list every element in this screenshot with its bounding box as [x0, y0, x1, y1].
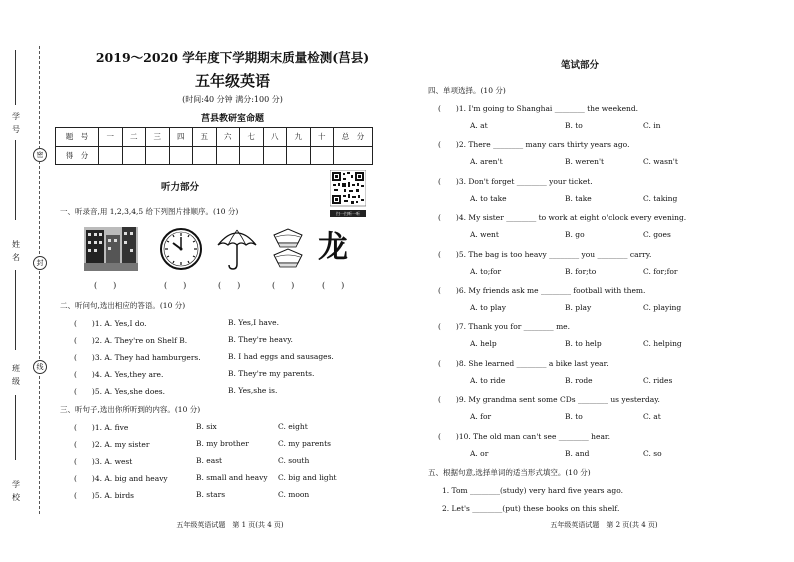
- part4-question-9[interactable]: ( )9. My grandma sent some CDs ________ us yesterday.: [438, 395, 660, 405]
- part4-q10-option-c[interactable]: C. so: [643, 448, 662, 458]
- part2-q3-a[interactable]: ( )3. A. They had hamburgers.: [74, 353, 201, 362]
- part3-q2-b[interactable]: B. my brother: [196, 439, 249, 448]
- order-blank-4[interactable]: ( ): [272, 281, 295, 290]
- part4-q4-option-b[interactable]: B. go: [565, 230, 585, 240]
- part2-q5-a[interactable]: ( )5. A. Yes,she does.: [74, 387, 166, 396]
- part2-instruction: 二、听问句,选出相应的答语。(10 分): [60, 301, 186, 310]
- part4-q10-option-a[interactable]: A. or: [470, 448, 489, 458]
- part4-q8-option-a[interactable]: A. to ride: [470, 375, 506, 385]
- class-line: [15, 270, 16, 350]
- score-cell[interactable]: [216, 146, 240, 165]
- part3-q1-a[interactable]: ( )1. A. five: [74, 423, 129, 432]
- part4-q7-option-a[interactable]: A. help: [470, 339, 497, 349]
- score-cell[interactable]: [310, 146, 334, 165]
- part3-q3-a[interactable]: ( )3. A. west: [74, 457, 133, 466]
- part4-question-7[interactable]: ( )7. Thank you for ________ me.: [438, 322, 571, 332]
- seal-xian: 线: [33, 360, 47, 374]
- part2-q1-b[interactable]: B. Yes,I have.: [228, 318, 279, 327]
- score-header-cell: 九: [287, 128, 311, 147]
- score-header-cell: 七: [240, 128, 264, 147]
- seal-mi: 密: [33, 148, 47, 162]
- part3-instruction: 三、听句子,选出你所听到的内容。(10 分): [60, 405, 201, 414]
- part4-q9-option-a[interactable]: A. for: [470, 412, 492, 422]
- part2-q2-b[interactable]: B. They're heavy.: [228, 335, 293, 344]
- part3-q3-b[interactable]: B. east: [196, 456, 223, 465]
- part4-q5-option-a[interactable]: A. to;for: [470, 266, 502, 276]
- part4-question-1[interactable]: ( )1. I'm going to Shanghai ________ the weekend.: [438, 104, 639, 113]
- part4-question-2[interactable]: ( )2. There ________ many cars thirty years ago.: [438, 140, 630, 150]
- part4-q6-option-c[interactable]: C. playing: [643, 303, 682, 312]
- part4-q1-option-c[interactable]: C. in: [643, 121, 661, 130]
- score-header-cell: 二: [122, 128, 146, 147]
- part5-item-1[interactable]: 1. Tom ________(study) very hard five years ago.: [442, 486, 623, 495]
- student-number-label: 学 号: [12, 112, 20, 134]
- part3-q2-c[interactable]: C. my parents: [278, 439, 331, 448]
- time-info: (时间:40 分钟 满分:100 分): [182, 95, 283, 104]
- part3-q1-b[interactable]: B. six: [196, 422, 217, 431]
- name-line: [15, 140, 16, 220]
- part2-q4-a[interactable]: ( )4. A. Yes,they are.: [74, 370, 164, 379]
- bread-picture-icon: [268, 227, 308, 271]
- umbrella-picture-icon: [216, 227, 258, 271]
- part4-question-4[interactable]: ( )4. My sister ________ to work at eight o'clock every evening.: [438, 213, 687, 223]
- class-label: 班 级: [12, 364, 20, 386]
- score-header-cell: 题 号: [56, 128, 99, 147]
- part4-instruction: 四、单项选择。(10 分): [428, 86, 506, 95]
- part4-q9-option-b[interactable]: B. to: [565, 412, 583, 422]
- score-header-cell: 一: [99, 128, 123, 147]
- order-blank-2[interactable]: ( ): [164, 281, 187, 290]
- part4-q2-option-c[interactable]: C. wasn't: [643, 157, 678, 167]
- part3-q4-b[interactable]: B. small and heavy: [196, 473, 268, 482]
- score-table-score-row: [56, 146, 373, 165]
- qr-code-icon: [330, 170, 366, 208]
- part4-q7-option-c[interactable]: C. helping: [643, 339, 682, 349]
- binding-fold-line: [39, 46, 40, 514]
- score-header-cell: 四: [169, 128, 193, 147]
- part3-q4-a[interactable]: ( )4. A. big and heavy: [74, 474, 168, 483]
- score-header-cell: 五: [193, 128, 217, 147]
- author: 莒县教研室命题: [200, 114, 264, 124]
- part4-q2-option-b[interactable]: B. weren't: [565, 157, 605, 167]
- score-cell[interactable]: [122, 146, 146, 165]
- order-blank-3[interactable]: ( ): [218, 281, 241, 290]
- score-header-cell: 十: [310, 128, 334, 147]
- part4-question-3[interactable]: ( )3. Don't forget ________ your ticket.: [438, 176, 593, 186]
- part3-q5-c[interactable]: C. moon: [278, 490, 310, 499]
- footer-right: 五年级英语试题 第 2 页(共 4 页): [550, 521, 658, 529]
- subject-title: 五年级英语: [194, 72, 270, 90]
- part3-q5-b[interactable]: B. stars: [196, 490, 226, 499]
- building-picture-icon: [84, 227, 138, 271]
- part2-q1-a[interactable]: ( )1. A. Yes,I do.: [74, 319, 147, 328]
- part4-question-5[interactable]: ( )5. The bag is too heavy ________ you ________ carry.: [438, 249, 652, 259]
- part4-q9-option-c[interactable]: C. at: [643, 412, 661, 422]
- part5-item-2[interactable]: 2. Let's ________(put) these books on this shelf.: [442, 504, 620, 513]
- school-label: 学 校: [12, 480, 20, 502]
- school-line: [15, 395, 16, 460]
- part4-question-8[interactable]: ( )8. She learned ________ a bike last year.: [438, 358, 609, 368]
- written-section-title: 笔试部分: [560, 60, 599, 71]
- order-blank-5[interactable]: ( ): [322, 281, 345, 290]
- score-table-header-row: [56, 128, 373, 147]
- seal-feng: 封: [33, 256, 47, 270]
- part4-question-10[interactable]: ( )10. The old man can't see ________ hear.: [438, 431, 611, 441]
- exam-title: 2019～2020 学年度下学期期末质量检测(莒县): [95, 50, 370, 65]
- qr-code[interactable]: [330, 170, 366, 216]
- part4-q3-option-b[interactable]: B. take: [565, 193, 592, 203]
- part3-q2-a[interactable]: ( )2. A. my sister: [74, 440, 150, 449]
- part4-q4-option-a[interactable]: A. went: [470, 230, 499, 240]
- clock-picture-icon: [158, 227, 204, 271]
- part4-question-6[interactable]: ( )6. My friends ask me ________ football with them.: [438, 286, 646, 295]
- footer-left: 五年级英语试题 第 1 页(共 4 页): [176, 521, 284, 529]
- score-cell[interactable]: [263, 146, 287, 165]
- part4-q3-option-c[interactable]: C. taking: [643, 193, 678, 203]
- part4-q8-option-c[interactable]: C. rides: [643, 375, 673, 385]
- part3-q1-c[interactable]: C. eight: [278, 422, 308, 431]
- part4-q5-option-b[interactable]: B. for;to: [565, 266, 597, 276]
- qr-caption: 扫一扫听一听: [330, 210, 366, 217]
- part4-q7-option-b[interactable]: B. to help: [565, 339, 602, 349]
- score-cell[interactable]: [193, 146, 217, 165]
- score-header-cell: 八: [263, 128, 287, 147]
- part4-q1-option-a[interactable]: A. at: [470, 121, 488, 130]
- part3-q3-c[interactable]: C. south: [278, 456, 310, 465]
- part4-q2-option-a[interactable]: A. aren't: [470, 157, 503, 167]
- part4-q4-option-c[interactable]: C. goes: [643, 230, 671, 240]
- score-cell[interactable]: [287, 146, 311, 165]
- part2-q5-b[interactable]: B. Yes,she is.: [228, 386, 278, 395]
- score-cell[interactable]: [334, 146, 373, 165]
- part4-q6-option-b[interactable]: B. play: [565, 303, 592, 312]
- order-blank-1[interactable]: ( ): [94, 281, 117, 290]
- part2-q4-b[interactable]: B. They're my parents.: [228, 369, 315, 378]
- part4-q8-option-b[interactable]: B. rode: [565, 375, 593, 385]
- score-cell[interactable]: [99, 146, 123, 165]
- part2-q3-b[interactable]: B. I had eggs and sausages.: [228, 352, 334, 361]
- score-table: [55, 127, 373, 165]
- name-label: 姓 名: [12, 240, 20, 262]
- score-header-cell: 六: [216, 128, 240, 147]
- score-cell[interactable]: [169, 146, 193, 165]
- score-header-cell: 总 分: [334, 128, 373, 147]
- score-header-cell: 三: [146, 128, 170, 147]
- part5-instruction: 五、根据句意,选择单词的适当形式填空。(10 分): [428, 468, 591, 477]
- part4-q5-option-c[interactable]: C. for;for: [643, 266, 678, 276]
- part1-instruction: 一、听录音,用 1,2,3,4,5 给下列图片排顺序。(10 分): [60, 207, 239, 216]
- part4-q6-option-a[interactable]: A. to play: [470, 303, 507, 312]
- part4-q3-option-a[interactable]: A. to take: [470, 193, 507, 203]
- part4-q1-option-b[interactable]: B. to: [565, 121, 583, 130]
- listening-section-title: 听力部分: [160, 182, 199, 193]
- student-number-line: [15, 50, 16, 105]
- score-cell[interactable]: [146, 146, 170, 165]
- part3-q5-a[interactable]: ( )5. A. birds: [74, 491, 135, 500]
- score-row-label: 得 分: [56, 146, 99, 165]
- part3-q4-c[interactable]: C. big and light: [278, 473, 337, 482]
- dragon-character: 龙: [318, 230, 348, 265]
- score-cell[interactable]: [240, 146, 264, 165]
- part2-q2-a[interactable]: ( )2. A. They're on Shelf B.: [74, 336, 188, 345]
- part4-q10-option-b[interactable]: B. and: [565, 448, 590, 458]
